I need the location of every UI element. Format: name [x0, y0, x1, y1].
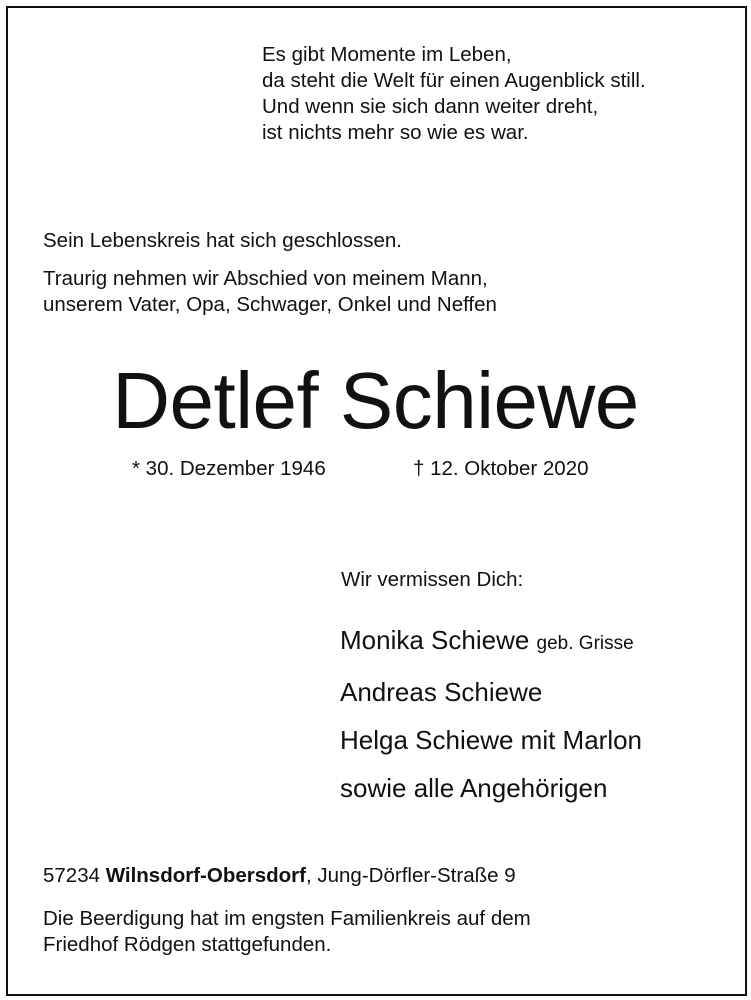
- mourner-entry: [340, 668, 642, 716]
- mourner-entry: [340, 716, 642, 764]
- birth-date: * 30. Dezember 1946: [132, 457, 326, 480]
- funeral-line: Die Beerdigung hat im engsten Familienkreis auf dem: [43, 907, 531, 930]
- address: [43, 863, 516, 889]
- funeral-line: Friedhof Rödgen stattgefunden.: [43, 933, 332, 956]
- mourner-maiden-name: geb. Grisse: [536, 633, 634, 654]
- mourner-entry: [340, 616, 642, 668]
- death-date: † 12. Oktober 2020: [413, 457, 589, 480]
- mourner-name: Andreas Schiewe: [340, 677, 543, 707]
- funeral-notice: [43, 906, 531, 958]
- poem-line: da steht die Welt für einen Augenblick still.: [262, 69, 646, 92]
- deceased-name: Detlef Schiewe: [112, 356, 639, 445]
- poem-line: Es gibt Momente im Leben,: [262, 43, 512, 66]
- mourner-name: Monika Schiewe: [340, 625, 530, 655]
- poem-line: Und wenn sie sich dann weiter dreht,: [262, 95, 599, 118]
- poem: [262, 42, 646, 146]
- address-postcode: 57234: [43, 864, 101, 887]
- mourners-heading: Wir vermissen Dich:: [341, 568, 524, 591]
- poem-line: ist nichts mehr so wie es war.: [262, 121, 529, 144]
- mourners-list: [340, 616, 642, 812]
- farewell-text: [43, 266, 497, 318]
- address-street: , Jung-Dörfler-Straße 9: [305, 864, 516, 887]
- closing-line: Sein Lebenskreis hat sich geschlossen.: [43, 229, 402, 252]
- mourner-name: sowie alle Angehörigen: [340, 773, 608, 803]
- mourner-name: Helga Schiewe mit Marlon: [340, 725, 643, 755]
- farewell-line: Traurig nehmen wir Abschied von meinem Mann,: [43, 267, 488, 290]
- farewell-line: unserem Vater, Opa, Schwager, Onkel und Neffen: [43, 293, 497, 316]
- mourner-entry: [340, 764, 642, 812]
- address-town: Wilnsdorf-Obersdorf: [105, 864, 306, 887]
- obituary-frame: [6, 6, 747, 996]
